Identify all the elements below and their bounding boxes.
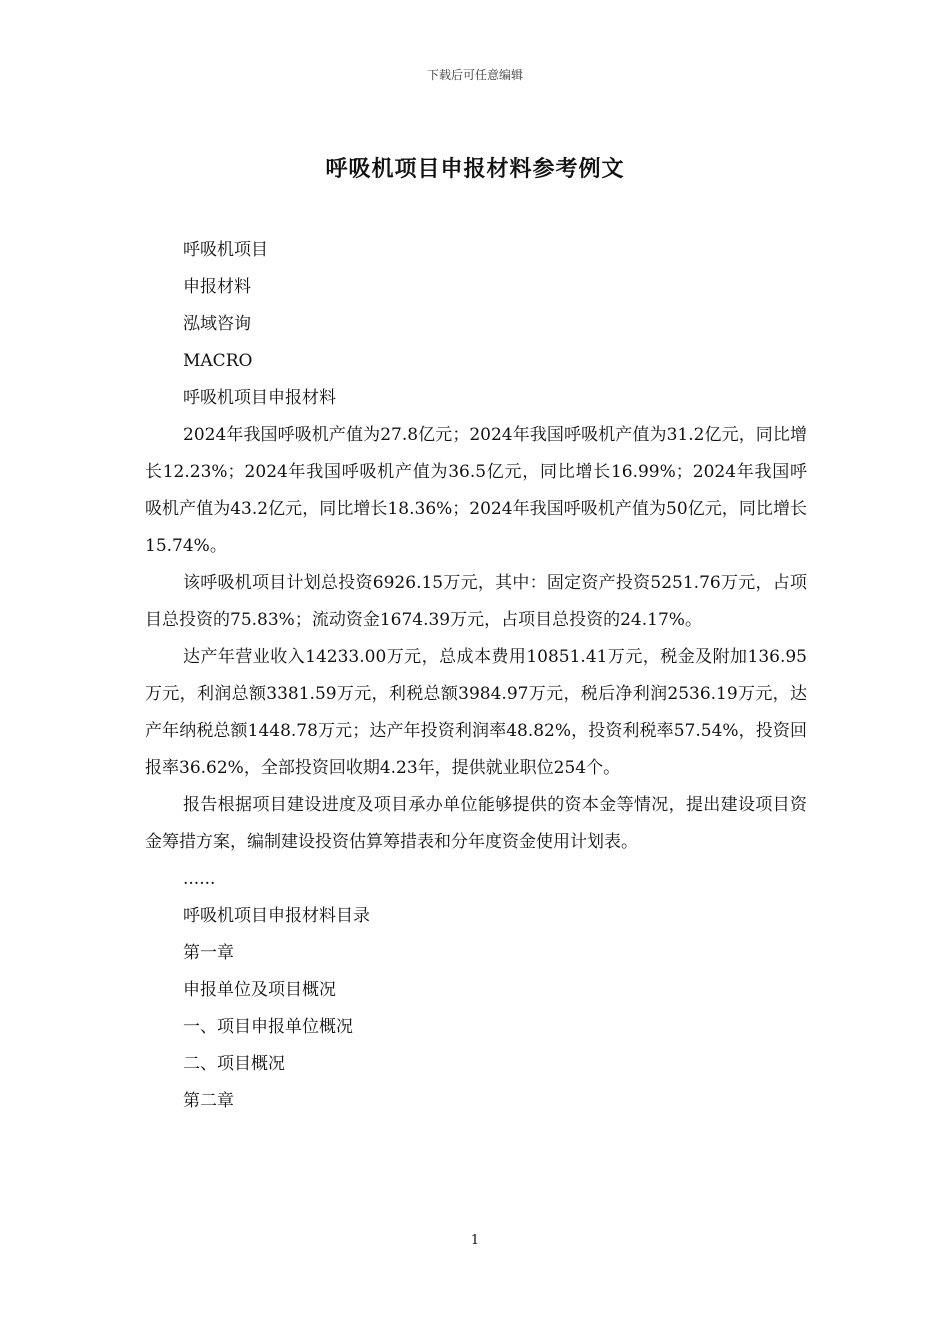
toc-title: 呼吸机项目申报材料目录 — [183, 906, 370, 926]
ellipsis: ...... — [183, 869, 216, 889]
intro-line-brand: MACRO — [183, 351, 253, 371]
toc-item: 二、项目概况 — [183, 1054, 285, 1074]
paragraph-funding-plan: 报告根据项目建设进度及项目承办单位能够提供的资本金等情况，提出建设项目资金筹措方案，编制建设投资估算筹措表和分年度资金使用计划表。 — [145, 795, 807, 852]
header-note: 下载后可任意编辑 — [426, 68, 523, 82]
paragraph-output-value: 2024年我国呼吸机产值为27.8亿元；2024年我国呼吸机产值为31.2亿元，同比增长12.23%；2024年我国呼吸机产值为36.5亿元，同比增长16.99%；2024年我国呼吸机产值为43.2亿元，同比增长18.36%；2024年我国呼吸机产值为50亿元，同比增长15.74%。 — [145, 425, 807, 556]
page-number: 1 — [470, 1233, 480, 1248]
toc-item: 第一章 — [183, 943, 234, 963]
paragraph-investment: 该呼吸机项目计划总投资6926.15万元，其中：固定资产投资5251.76万元，占项目总投资的75.83%；流动资金1674.39万元，占项目总投资的24.17%。 — [145, 573, 807, 630]
toc-item: 申报单位及项目概况 — [183, 980, 336, 1000]
paragraph-financials: 达产年营业收入14233.00万元，总成本费用10851.41万元，税金及附加136.95万元，利润总额3381.59万元，利税总额3984.97万元，税后净利润2536.19万元，达产年纳税总额1448.78万元；达产年投资利润率48.82%，投资利税率57.54%，投资回报率36.62%，全部投资回收期4.23年，提供就业职位254个。 — [145, 647, 807, 778]
intro-line-project: 呼吸机项目 — [183, 240, 268, 260]
document-title: 呼吸机项目申报材料参考例文 — [325, 156, 625, 182]
document-body — [145, 232, 807, 1120]
toc-item: 第二章 — [183, 1091, 234, 1111]
toc-item: 一、项目申报单位概况 — [183, 1017, 353, 1037]
intro-line-material: 申报材料 — [183, 277, 251, 297]
intro-line-consultant: 泓域咨询 — [183, 314, 251, 334]
intro-line-subtitle: 呼吸机项目申报材料 — [183, 388, 336, 408]
